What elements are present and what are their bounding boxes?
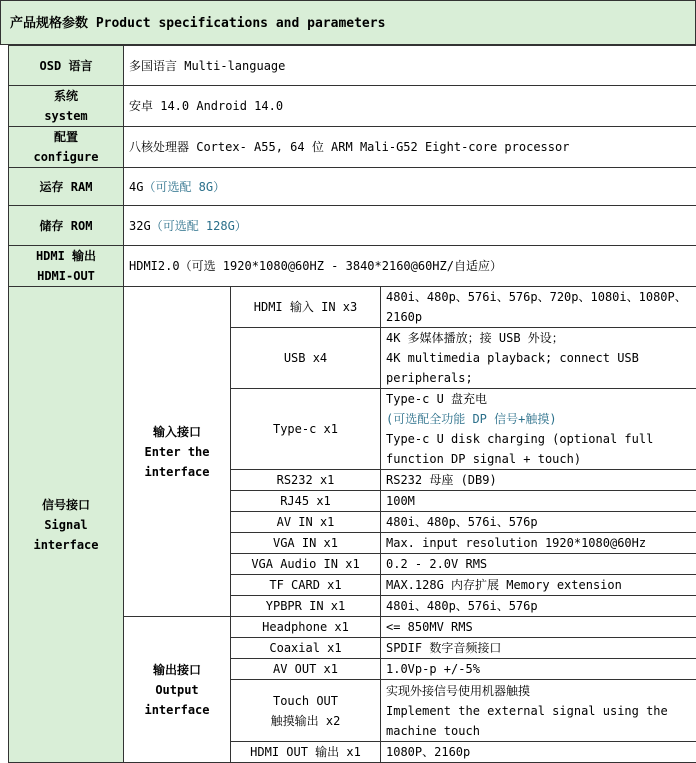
system-value: 安卓 14.0 Android 14.0 bbox=[124, 86, 696, 127]
output-name: HDMI OUT 输出 x1 bbox=[231, 742, 381, 763]
output-value: 实现外接信号使用机器触摸 Implement the external signal using the machine touch bbox=[381, 680, 696, 742]
input-value: 480i、480p、576i、576p、720p、1080i、1080P、 2160p bbox=[381, 287, 696, 328]
input-name: USB x4 bbox=[231, 328, 381, 389]
output-name: Touch OUT 触摸输出 x2 bbox=[231, 680, 381, 742]
input-name: VGA IN x1 bbox=[231, 533, 381, 554]
output-value: SPDIF 数字音频接口 bbox=[381, 638, 696, 659]
configure-label: 配置 configure bbox=[9, 127, 124, 168]
row-rom bbox=[9, 206, 696, 246]
page-title: 产品规格参数 Product specifications and parameters bbox=[0, 0, 696, 45]
input-value: Max. input resolution 1920*1080@60Hz bbox=[381, 533, 696, 554]
input-value: 480i、480p、576i、576p bbox=[381, 596, 696, 617]
rom-label: 储存 ROM bbox=[9, 206, 124, 246]
osd-label: OSD 语言 bbox=[9, 46, 124, 86]
output-name: AV OUT x1 bbox=[231, 659, 381, 680]
input-value: 100M bbox=[381, 491, 696, 512]
output-name: Headphone x1 bbox=[231, 617, 381, 638]
input-value: MAX.128G 内存扩展 Memory extension bbox=[381, 575, 696, 596]
hdmi-out-value: HDMI2.0（可选 1920*1080@60HZ - 3840*2160@60HZ/自适应） bbox=[124, 246, 696, 287]
ram-label: 运存 RAM bbox=[9, 168, 124, 206]
spec-table bbox=[8, 45, 696, 763]
input-name: RS232 x1 bbox=[231, 470, 381, 491]
input-name: RJ45 x1 bbox=[231, 491, 381, 512]
input-name: AV IN x1 bbox=[231, 512, 381, 533]
input-name: HDMI 输入 IN x3 bbox=[231, 287, 381, 328]
input-name: YPBPR IN x1 bbox=[231, 596, 381, 617]
input-value: 480i、480p、576i、576p bbox=[381, 512, 696, 533]
output-value: <= 850MV RMS bbox=[381, 617, 696, 638]
row-hdmi-out bbox=[9, 246, 696, 287]
row-osd bbox=[9, 46, 696, 86]
input-name: VGA Audio IN x1 bbox=[231, 554, 381, 575]
input-name: TF CARD x1 bbox=[231, 575, 381, 596]
input-value: RS232 母座 (DB9) bbox=[381, 470, 696, 491]
output-name: Coaxial x1 bbox=[231, 638, 381, 659]
rom-value: 32G（可选配 128G） bbox=[124, 206, 696, 246]
osd-value: 多国语言 Multi-language bbox=[124, 46, 696, 86]
row-configure bbox=[9, 127, 696, 168]
ram-value: 4G（可选配 8G） bbox=[124, 168, 696, 206]
row-ram bbox=[9, 168, 696, 206]
system-label: 系统 system bbox=[9, 86, 124, 127]
input-value: 0.2 - 2.0V RMS bbox=[381, 554, 696, 575]
output-value: 1.0Vp-p +/-5% bbox=[381, 659, 696, 680]
input-name: Type-c x1 bbox=[231, 389, 381, 470]
input-interface-label: 输入接口 Enter the interface bbox=[124, 287, 231, 617]
output-value: 1080P、2160p bbox=[381, 742, 696, 763]
row-system bbox=[9, 86, 696, 127]
input-value: Type-c U 盘充电 (可选配全功能 DP 信号+触摸) Type-c U disk charging (optional full function DP signal + touch) bbox=[381, 389, 696, 470]
signal-interface-label: 信号接口 Signal interface bbox=[9, 287, 124, 763]
configure-value: 八核处理器 Cortex- A55, 64 位 ARM Mali-G52 Eight-core processor bbox=[124, 127, 696, 168]
table-row bbox=[9, 287, 696, 328]
input-value: 4K 多媒体播放；接 USB 外设； 4K multimedia playback; connect USB peripherals; bbox=[381, 328, 696, 389]
hdmi-out-label: HDMI 输出 HDMI-OUT bbox=[9, 246, 124, 287]
output-interface-label: 输出接口 Output interface bbox=[124, 617, 231, 763]
